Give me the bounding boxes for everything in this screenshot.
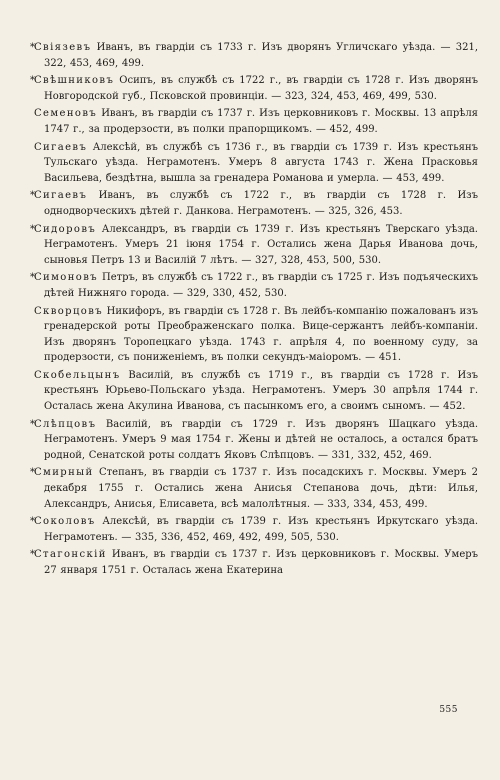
list-item xyxy=(30,368,478,415)
entry-text: Степанъ, въ гвардіи съ 1737 г. Изъ посадскихъ г. Москвы. Умеръ 2 декабря 1755 г. Остались жена Анисья Степанова дочь, дѣти: Илья, Александръ, Анисья, Елисавета, всѣ малолѣтныя. — 333, 334, 453, 499. xyxy=(44,467,478,510)
entry-surname: Соколовъ xyxy=(34,516,96,528)
entry-text: Алексѣй, въ службѣ съ 1736 г., въ гвардіи съ 1739 г. Изъ крестьянъ Тульскаго уѣзда. Неграмотенъ. Умеръ 8 августа 1743 г. Жена Прасковья Васильева, бездѣтна, вышла за гренадера Романова и умерла. — 453, 499. xyxy=(44,141,478,184)
entry-mark: * xyxy=(30,516,35,528)
entry-surname: Скобельцынъ xyxy=(34,369,121,381)
entry-text: Иванъ, въ гвардіи съ 1733 г. Изъ дворянъ Угличскаго уѣзда. — 321, 322, 453, 469, 499. xyxy=(44,42,478,69)
entry-mark: * xyxy=(30,75,35,87)
entry-text: Иванъ, въ службѣ съ 1722 г., въ гвардіи съ 1728 г. Изъ однодворческихъ дѣтей г. Данкова. Неграмотенъ. — 325, 326, 453. xyxy=(44,190,478,217)
list-item xyxy=(30,304,478,366)
entry-surname: Сигаевъ xyxy=(34,141,88,153)
entry-text: Алексѣй, въ гвардіи съ 1739 г. Изъ крестьянъ Иркутскаго уѣзда. Неграмотенъ. — 335, 336, 452, 469, 492, 499, 505, 530. xyxy=(44,516,478,543)
list-item xyxy=(30,514,478,545)
entry-mark: * xyxy=(30,190,35,202)
entry-text: Иванъ, въ гвардіи съ 1737 г. Изъ церковниковъ г. Москвы. Умеръ 27 января 1751 г. Осталась жена Екатерина xyxy=(44,549,478,576)
entry-mark: * xyxy=(30,467,35,479)
entry-mark: * xyxy=(30,418,35,430)
entry-mark: * xyxy=(30,549,35,561)
entry-surname: Сигаевъ xyxy=(34,190,88,202)
list-item xyxy=(30,270,478,301)
list-item xyxy=(30,140,478,187)
entry-text: Иванъ, въ гвардіи съ 1737 г. Изъ церковниковъ г. Москвы. 13 апрѣля 1747 г., за продерзости, въ полки прапорщикомъ. — 452, 499. xyxy=(44,108,478,135)
entry-surname: Свіязевъ xyxy=(34,42,92,53)
page-number: 555 xyxy=(439,705,458,715)
list-item xyxy=(30,222,478,269)
entry-surname: Сидоровъ xyxy=(34,223,97,235)
entry-text: Василій, въ гвардіи съ 1729 г. Изъ дворянъ Шацкаго уѣзда. Неграмотенъ. Умеръ 9 мая 1754 г. Жены и дѣтей не осталось, а остался братъ родной, Сенатской роты солдатъ Яковъ Слѣпцовъ. — 331, 332, 452, 469. xyxy=(44,418,478,461)
entry-surname: Стагонскій xyxy=(34,549,107,561)
entry-text: Александръ, въ гвардіи съ 1739 г. Изъ крестьянъ Тверскаго уѣзда. Неграмотенъ. Умеръ 21 іюня 1754 г. Остались жена Дарья Иванова дочь, сыновья Петръ 13 и Василій 7 лѣтъ. — 327, 328, 453, 500, 530. xyxy=(44,223,478,266)
entry-mark: * xyxy=(30,223,35,235)
list-item xyxy=(30,73,478,104)
entry-text: Василій, въ службѣ съ 1719 г., въ гвардіи съ 1728 г. Изъ крестьянъ Юрьево-Польскаго уѣзда. Неграмотенъ. Умеръ 30 апрѣля 1744 г. Осталась жена Акулина Иванова, съ пасынкомъ его, а своимъ сыномъ. — 452. xyxy=(44,369,478,413)
list-item xyxy=(30,417,478,464)
entry-surname: Свѣшниковъ xyxy=(34,75,115,87)
list-item xyxy=(30,547,478,578)
list-item xyxy=(30,40,478,71)
list-item xyxy=(30,188,478,219)
entry-surname: Смирный xyxy=(34,467,94,479)
entry-surname: Скворцовъ xyxy=(34,305,103,317)
entry-mark: * xyxy=(30,272,35,284)
entry-surname: Семеновъ xyxy=(34,108,98,120)
entry-surname: Симоновъ xyxy=(34,272,98,284)
list-item xyxy=(30,106,478,137)
entry-text: Никифоръ, въ гвардіи съ 1728 г. Въ лейбъ-компанію пожалованъ изъ гренадерской роты Преображенскаго полка. Вице-сержантъ лейбъ-компаніи. Изъ дворянъ Торопецкаго уѣзда. 1743 г. апрѣля 4, по военному суду, за продерзости, съ пониженіемъ, въ полки секундъ-маіоромъ. — 451. xyxy=(44,305,478,364)
entry-list xyxy=(30,40,478,581)
entry-text: Осипъ, въ службѣ съ 1722 г., въ гвардіи съ 1728 г. Изъ дворянъ Новгородской губ., Псковской провинціи. — 323, 324, 453, 469, 499, 530. xyxy=(44,75,478,102)
entry-mark: * xyxy=(30,42,35,53)
entry-text: Петръ, въ службѣ съ 1722 г., въ гвардіи съ 1725 г. Изъ подъяческихъ дѣтей Нижняго города. — 329, 330, 452, 530. xyxy=(44,272,478,299)
entry-surname: Слѣпцовъ xyxy=(34,418,97,430)
list-item xyxy=(30,465,478,512)
